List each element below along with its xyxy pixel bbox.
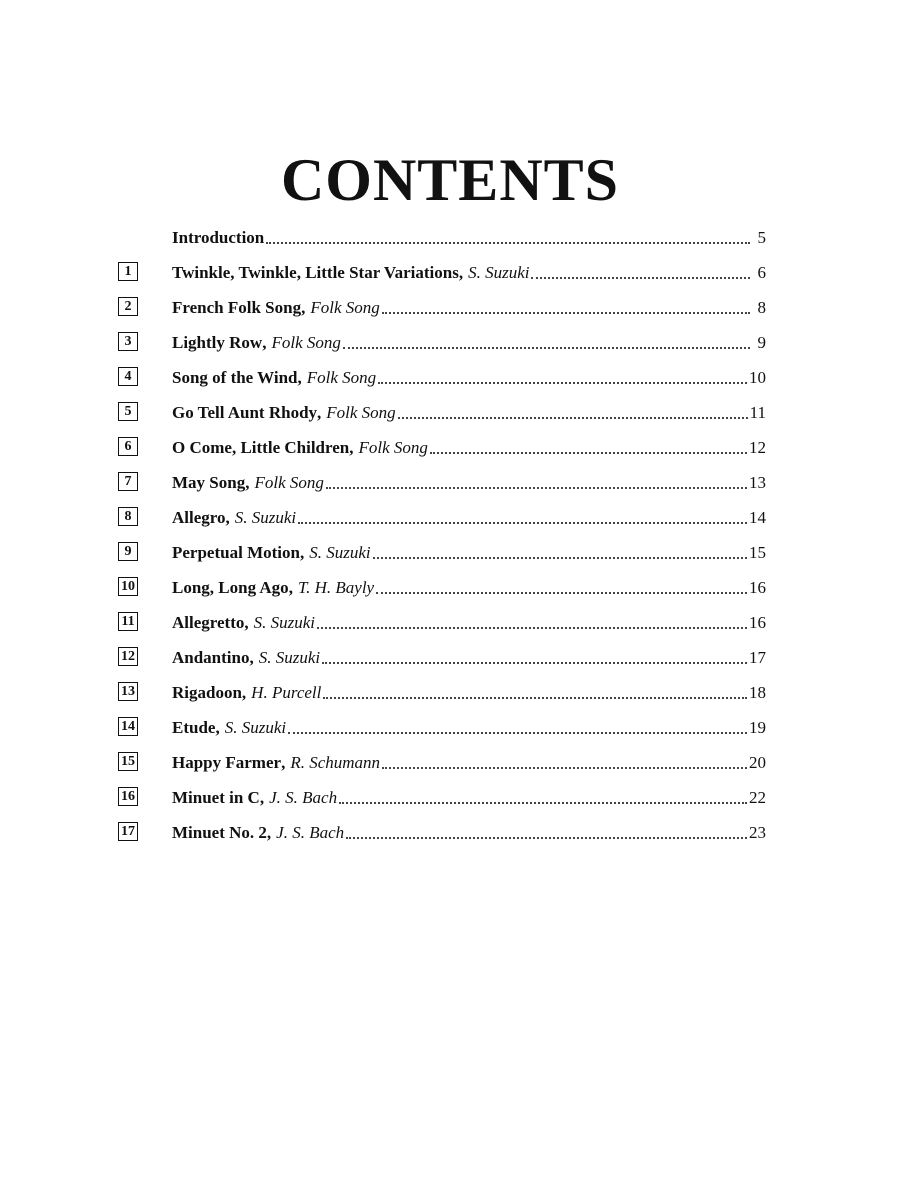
page-number: 11 [749, 402, 766, 422]
piece-title: Perpetual Motion [172, 542, 300, 562]
track-number-box: 13 [118, 682, 138, 701]
composer-name: Folk Song [358, 437, 428, 457]
toc-entry-line [172, 360, 766, 395]
toc-entry-line [172, 430, 766, 465]
page-title: CONTENTS [280, 147, 620, 213]
track-number-box: 12 [118, 647, 138, 666]
composer-name: S. Suzuki [224, 717, 287, 737]
piece-title: Minuet No. 2 [172, 822, 267, 842]
composer-name: Folk Song [271, 332, 341, 352]
title-separator: , [249, 647, 254, 667]
track-number-box: 16 [118, 787, 138, 806]
piece-title: Long, Long Ago [172, 577, 289, 597]
toc-entry [118, 500, 768, 535]
composer-name: S. Suzuki [309, 542, 371, 562]
composer-name: S. Suzuki [258, 647, 321, 667]
track-number-box: 3 [118, 332, 138, 351]
toc-entry [118, 745, 768, 780]
page-number: 16 [749, 612, 766, 632]
title-separator: , [225, 507, 230, 527]
piece-title: Introduction [172, 227, 265, 247]
title-separator: , [262, 332, 267, 352]
toc-entry [118, 360, 768, 395]
toc-entry-line [172, 395, 766, 430]
dot-leader [322, 661, 747, 664]
piece-title: Etude [172, 717, 216, 737]
toc-entry [118, 675, 768, 710]
dot-leader [266, 241, 750, 244]
toc-entry [118, 430, 768, 465]
page-number: 20 [749, 752, 766, 772]
dot-leader [343, 346, 750, 349]
toc-entry-line [172, 465, 766, 500]
dot-leader [323, 696, 747, 699]
track-number-box: 4 [118, 367, 138, 386]
page-number: 8 [757, 297, 766, 317]
title-separator: , [281, 752, 286, 772]
page-number: 22 [749, 787, 766, 807]
toc-entry-line [172, 535, 766, 570]
page-number: 13 [749, 472, 766, 492]
track-number-box: 9 [118, 542, 138, 561]
track-number-box: 14 [118, 717, 138, 736]
composer-name: Folk Song [254, 472, 324, 492]
piece-title: Minuet in C [172, 787, 260, 807]
piece-title: Happy Farmer [172, 752, 282, 772]
dot-leader [326, 486, 747, 489]
toc-entry-line [172, 255, 766, 290]
dot-leader [373, 556, 747, 559]
track-number-box: 6 [118, 437, 138, 456]
dot-leader [298, 521, 747, 524]
composer-name: J. S. Bach [276, 822, 345, 842]
page-number: 16 [749, 577, 766, 597]
dot-leader [346, 836, 747, 839]
composer-name: Folk Song [326, 402, 396, 422]
dot-leader [430, 451, 747, 454]
toc-entry-line [172, 220, 766, 255]
toc-entry [118, 710, 768, 745]
track-number-box: 15 [118, 752, 138, 771]
track-number-box: 10 [118, 577, 138, 596]
toc-entry-line [172, 815, 766, 850]
toc-entry [118, 605, 768, 640]
toc-entry [118, 815, 768, 850]
dot-leader [382, 311, 750, 314]
dot-leader [398, 416, 748, 419]
piece-title: Go Tell Aunt Rhody [172, 402, 318, 422]
dot-leader [382, 766, 747, 769]
page-number: 12 [749, 437, 766, 457]
title-separator: , [301, 297, 306, 317]
track-number-box: 1 [118, 262, 138, 281]
toc-entry-line [172, 325, 766, 360]
page-number: 14 [749, 507, 766, 527]
toc-entry [118, 255, 768, 290]
composer-name: Folk Song [310, 297, 380, 317]
title-separator: , [244, 612, 249, 632]
piece-title: O Come, Little Children [172, 437, 350, 457]
composer-name: T. H. Bayly [297, 577, 375, 597]
title-separator: , [349, 437, 354, 457]
piece-title: Allegro [172, 507, 226, 527]
page-number: 19 [749, 717, 766, 737]
toc-entry [118, 535, 768, 570]
dot-leader [378, 381, 747, 384]
toc-entry [118, 395, 768, 430]
page-number: 15 [749, 542, 766, 562]
track-number-box: 5 [118, 402, 138, 421]
piece-title: French Folk Song [172, 297, 302, 317]
title-separator: , [241, 682, 247, 702]
title-separator: , [317, 402, 322, 422]
track-number-box: 11 [118, 612, 138, 631]
page-number: 18 [749, 682, 766, 702]
title-separator: , [259, 787, 265, 807]
piece-title: Allegretto [172, 612, 245, 632]
composer-name: H. Purcell [251, 682, 322, 702]
toc-entry-line [172, 500, 766, 535]
toc-entry [118, 290, 768, 325]
page-number: 23 [749, 822, 766, 842]
title-separator: , [458, 262, 464, 282]
track-number-box: 7 [118, 472, 138, 491]
toc-entry-line [172, 675, 766, 710]
track-number-box: 8 [118, 507, 138, 526]
toc-entry [118, 325, 768, 360]
page-number: 17 [749, 647, 766, 667]
title-separator: , [215, 717, 220, 737]
dot-leader [376, 591, 747, 594]
composer-name: S. Suzuki [253, 612, 316, 632]
title-separator: , [245, 472, 250, 492]
toc-entry-line [172, 780, 766, 815]
toc-entry-line [172, 640, 766, 675]
piece-title: Andantino [172, 647, 250, 667]
piece-title: Song of the Wind [172, 367, 298, 387]
composer-name: Folk Song [306, 367, 377, 387]
dot-leader [531, 276, 750, 279]
piece-title: Rigadoon [172, 682, 242, 702]
composer-name: S. Suzuki [468, 262, 530, 282]
toc-entry-line [172, 290, 766, 325]
piece-title: Lightly Row [172, 332, 263, 352]
track-number-box: 2 [118, 297, 138, 316]
toc-entry-line [172, 570, 766, 605]
piece-title: Twinkle, Twinkle, Little Star Variations [172, 262, 459, 282]
title-separator: , [266, 822, 272, 842]
toc-entry [118, 570, 768, 605]
toc-entry-line [172, 710, 766, 745]
page-number: 5 [757, 227, 766, 247]
composer-name: J. S. Bach [269, 787, 338, 807]
table-of-contents [118, 220, 768, 850]
title-separator: , [297, 367, 302, 387]
title-separator: , [299, 542, 305, 562]
toc-entry [118, 465, 768, 500]
dot-leader [288, 731, 747, 734]
toc-entry-line [172, 745, 766, 780]
piece-title: May Song [172, 472, 246, 492]
page-number: 9 [757, 332, 766, 352]
toc-entry [118, 640, 768, 675]
toc-entry [118, 220, 768, 255]
dot-leader [317, 626, 747, 629]
page-number: 6 [757, 262, 766, 282]
dot-leader [339, 801, 747, 804]
composer-name: R. Schumann [290, 752, 381, 772]
page-number: 10 [749, 367, 766, 387]
composer-name: S. Suzuki [234, 507, 297, 527]
title-separator: , [288, 577, 293, 597]
track-number-box: 17 [118, 822, 138, 841]
toc-entry-line [172, 605, 766, 640]
toc-entry [118, 780, 768, 815]
